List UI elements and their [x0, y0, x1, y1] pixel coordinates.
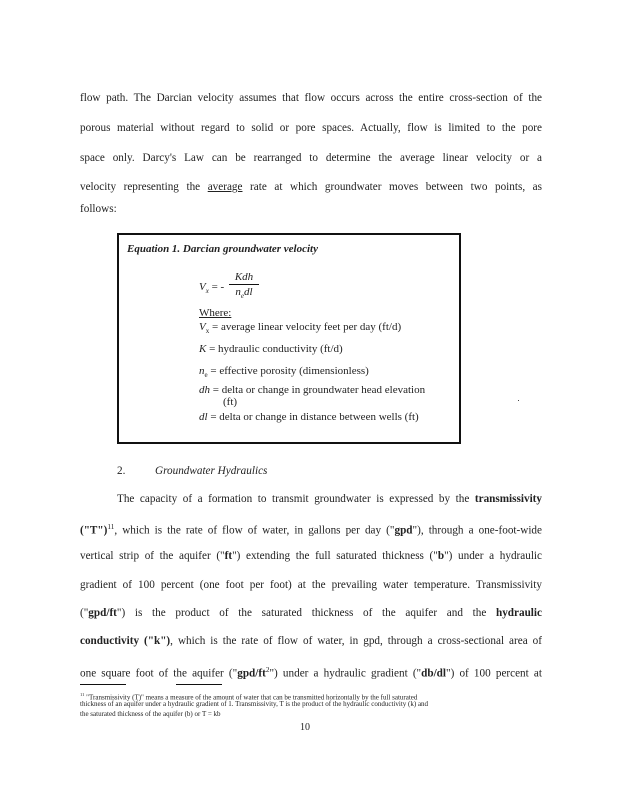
formula-numerator: Kdh [229, 271, 259, 285]
underlined-word: average [207, 181, 243, 193]
equation-box [117, 233, 461, 444]
footnote-rule [80, 684, 126, 685]
text-run: rate at which groundwater moves between two points, as [242, 181, 543, 193]
paragraph-line: space only. Darcy's Law can be rearranged to determine the average linear velocity or a [80, 152, 542, 164]
paragraph-line: The capacity of a formation to transmit groundwater is expressed by the transmissivity [117, 493, 542, 505]
section-number: 2. [117, 465, 126, 477]
definition-item: $n_e$ = effective porosity (dimensionless) [199, 365, 369, 380]
where-label: Where: [199, 307, 232, 319]
paragraph-line: conductivity ("k"), which is the rate of flow of water, in gpd, through a cross-sectional area of [80, 635, 542, 647]
paragraph-line: follows: [80, 203, 117, 215]
formula-fraction [229, 271, 259, 300]
bold-term: transmissivity [474, 493, 542, 505]
paragraph-line: porous material without regard to solid or pore spaces. Actually, flow is limited to the pore [80, 122, 542, 134]
paragraph-line: ("T")$^{11}$, which is the rate of flow of water, in gallons per day ("gpd"), through a one-foot-wide [80, 523, 542, 537]
paragraph-line: one square foot of the aquifer $("gpd/ft^2")$ under a hydraulic gradient ("db/dl") of 100 percent at [80, 666, 542, 680]
definition-item: K = hydraulic conductivity (ft/d) [199, 343, 343, 355]
definition-item: $V_x$ = average linear velocity feet per day (ft/d) [199, 321, 402, 336]
paragraph-line: vertical strip of the aquifer ("ft") extending the full saturated thickness ("b") under a hydraulic [80, 550, 543, 562]
formula-lhs: $V_x$ = - [199, 281, 225, 296]
footnote-marker: 11 [80, 692, 85, 697]
equation-title: Equation 1. Darcian groundwater velocity [127, 243, 318, 255]
paragraph-line: flow path. The Darcian velocity assumes that flow occurs across the entire cross-section of the [80, 92, 542, 104]
definition-item: dh = delta or change in groundwater head elevation [199, 384, 426, 396]
paragraph-line [80, 180, 542, 194]
text-run: velocity representing the [80, 181, 208, 193]
footnote-rule [176, 684, 222, 685]
paragraph-line: gradient of 100 percent (one foot per foot) at the prevailing water temperature. Transmissivity [80, 579, 542, 591]
definition-item: dl = delta or change in distance between wells (ft) [199, 411, 419, 423]
formula-denominator: $n_edl$ [235, 286, 253, 301]
footnote-line: thickness of an aquifer under a hydraulic gradient of 1. Transmissivity, T is the product of the hydraulic conductivity (k) and [80, 700, 429, 708]
section-title: Groundwater Hydraulics [155, 465, 268, 477]
paragraph-line: ("gpd/ft") is the product of the saturated thickness of the aquifer and the hydraulic [80, 607, 542, 619]
page-number: 10 [300, 722, 310, 733]
definition-item-continued: (ft) [223, 396, 238, 408]
footnote-line: $^{11}$ "Transmissivity (T)" means a measure of the amount of water that can be transmitted horizontally by the full saturated [80, 692, 418, 702]
footnote-line: the saturated thickness of the aquifer (b) or T = kb [80, 710, 221, 718]
speck [518, 400, 519, 401]
